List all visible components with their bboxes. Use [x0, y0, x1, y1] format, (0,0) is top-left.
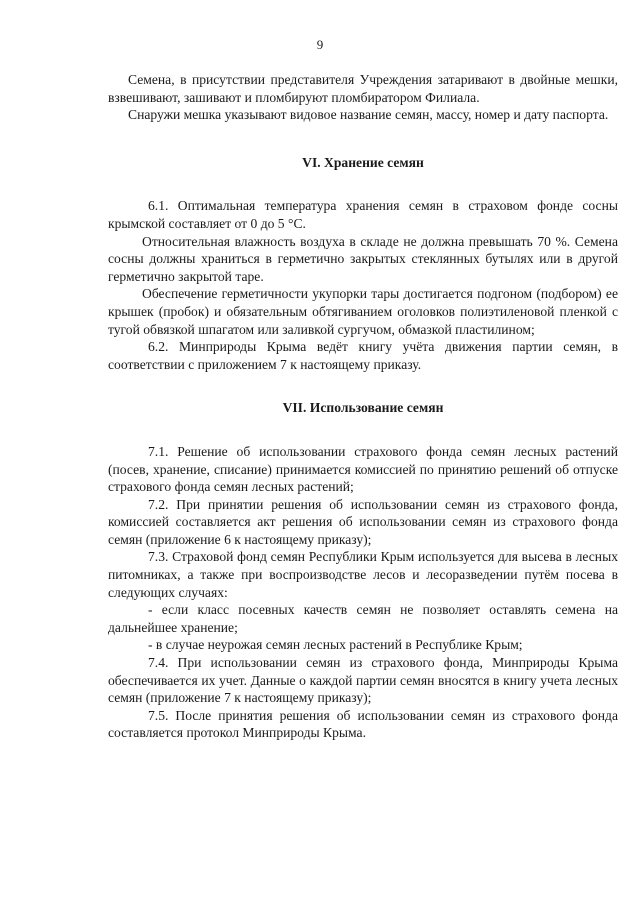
page-number: 9 — [316, 37, 324, 52]
paragraph-6-2: 6.2. Минприроды Крыма ведёт книгу учёта движения партии семян, в соответствии с приложением 7 к настоящему приказу. — [108, 339, 618, 372]
intro-paragraph-2: Снаружи мешка указывают видовое название семян, массу, номер и дату паспорта. — [128, 107, 609, 123]
paragraph-6-1: 6.1. Оптимальная температура хранения семян в страховом фонде сосны крымской составляет от 0 до 5 °С. — [108, 198, 618, 231]
paragraph-case-1: - если класс посевных качеств семян не позволяет оставлять семена на дальнейшее хранение; — [108, 602, 618, 635]
paragraph-7-3: 7.3. Страховой фонд семян Республики Крым используется для высева в лесных питомниках, а также при воспроизводстве лесов и лесоразведении путём посева в следующих случаях: — [108, 549, 618, 600]
section-6-heading: VI. Хранение семян — [302, 154, 424, 170]
paragraph-hermetic: Обеспечение герметичности укупорки тары достигается подгоном (подбором) ее крышек (пробок) и обязательным обтягиванием оголовков полиэтиленовой пленкой с тугой обвязкой шпагатом или заливкой сургучом, обмазкой пластилином; — [108, 286, 618, 337]
paragraph-7-4: 7.4. При использовании семян из страхового фонда, Минприроды Крыма обеспечивается их учет. Данные о каждой партии семян вносятся в книгу учета лесных семян (приложение 7 к настоящему приказу); — [108, 655, 618, 706]
paragraph-7-2: 7.2. При принятии решения об использовании семян из страхового фонда, комиссией составляется акт решения об использовании семян из страхового фонда семян (приложение 6 к настоящему приказу); — [108, 496, 618, 547]
section-7-heading: VII. Использование семян — [282, 400, 444, 416]
paragraph-7-5: 7.5. После принятия решения об использовании семян из страхового фонда составляется протокол Минприроды Крыма. — [108, 707, 618, 741]
paragraph-humidity: Относительная влажность воздуха в складе не должна превышать 70 %. Семена сосны должны храниться в герметично закрытых стеклянных бутылях или в другой герметично закрытой таре. — [108, 233, 618, 284]
document-body — [108, 71, 618, 742]
paragraph-case-2: - в случае неурожая семян лесных растений в Республике Крым; — [148, 637, 523, 653]
intro-paragraph-1: Семена, в присутствии представителя Учреждения затаривают в двойные мешки, взвешивают, зашивают и пломбируют пломбиратором Филиала. — [108, 72, 618, 105]
paragraph-7-1: 7.1. Решение об использовании страхового фонда семян лесных растений (посев, хранение, списание) принимается комиссией по принятию решений об отпуске страхового фонда семян лесных растений; — [108, 443, 618, 495]
